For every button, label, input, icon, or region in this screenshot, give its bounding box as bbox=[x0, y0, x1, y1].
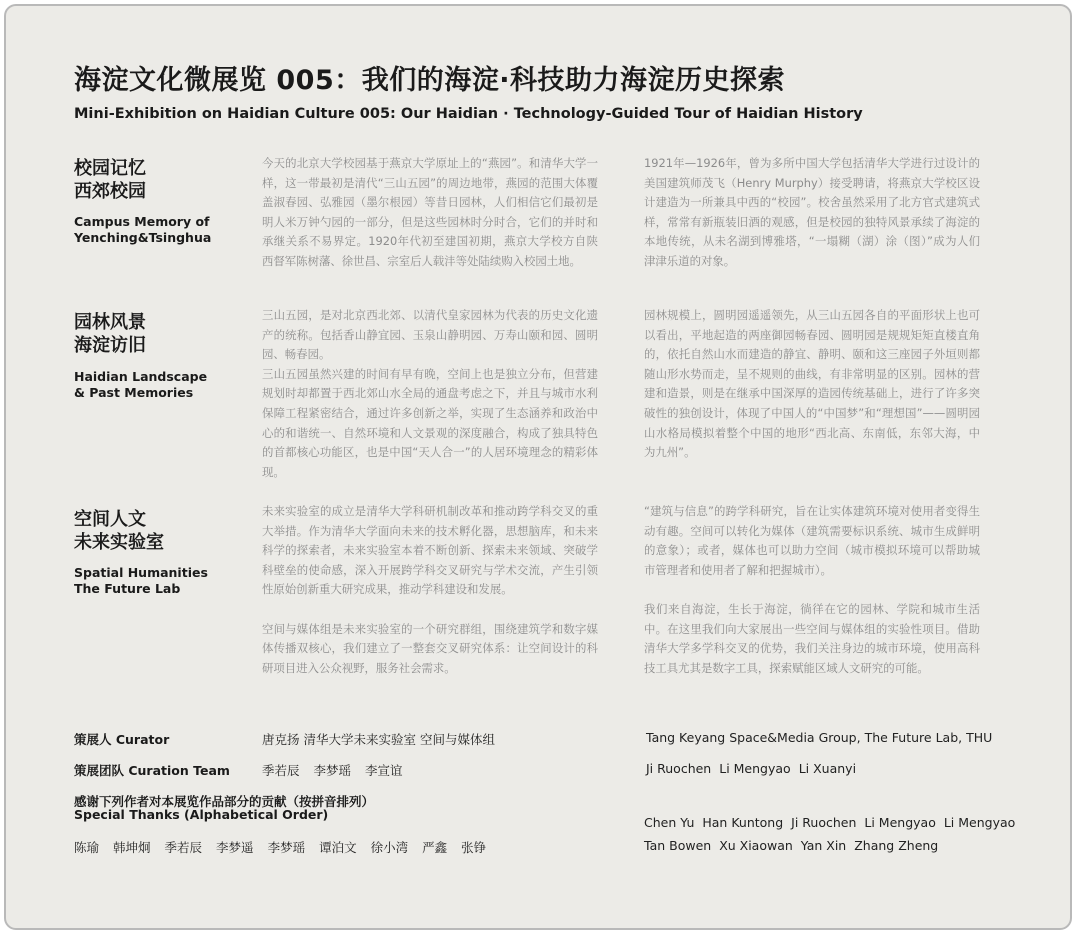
team-label: 策展团队 Curation Team bbox=[74, 763, 230, 778]
section-lab-text-left: 未来实验室的成立是清华大学科研机制改革和推动跨学科交叉的重大举措。作为清华大学面向未来的技术孵化器，思想脑库，和未来科学的探索者，未来实验室本着不断创新、探索未来领域、突破学科壁垒的使命感，深入开展跨学科交叉研究与学术交流，产生引领性原始创新重大研究成果，推动学科建设和发展。 空间与媒体组是未来实验室的一个研究群组，围绕建筑学和数字媒体传播双核心，我们建立了一整套交叉研究体系：让空间设计的科研项目进入公众视野，服务社会需求。 bbox=[262, 504, 598, 675]
section-lab-text-right: “建筑与信息”的跨学科研究，旨在让实体建筑环境对使用者变得生动有趣。空间可以转化为媒体（建筑需要标识系统、城市生成鲜明的意象）；或者，媒体也可以助力空间（城市模拟环境可以帮助城市管理者和使用者了解和把握城市）。 我们来自海淀，生长于海淀，徜徉在它的园林、学院和城市生活中。在这里我们向大家展出一些空间与媒体组的实验性项目。借助清华大学多学科交叉的优势，我们关注身边的城市环境，使用高科技工具尤其是数字工具，探索赋能区域人文研究的可能。 bbox=[644, 504, 980, 675]
thanks-name: Tan Bowen bbox=[644, 838, 712, 853]
thanks-name: Zhang Zheng bbox=[854, 838, 939, 853]
curator-label: 策展人 Curator bbox=[74, 732, 170, 747]
team-member: 季若辰 bbox=[262, 763, 300, 778]
thanks-name: 陈瑜 bbox=[74, 840, 100, 855]
team-member: 李宣谊 bbox=[365, 763, 403, 778]
team-member: Ji Ruochen bbox=[646, 761, 712, 776]
thanks-label-zh: 感谢下列作者对本展览作品部分的贡献（按拼音排列） bbox=[74, 794, 375, 809]
curator-en: Tang Keyang Space&Media Group, The Future Lab, THU bbox=[646, 730, 993, 745]
section-campus-title-en: Campus Memory of Yenching&Tsinghua bbox=[74, 214, 212, 245]
thanks-name: 季若辰 bbox=[164, 840, 203, 855]
section-lab-title-zh: 空间人文 未来实验室 bbox=[74, 509, 164, 553]
thanks-name: 张铮 bbox=[461, 840, 487, 855]
page-title: 海淀文化微展览 005：我们的海淀·科技助力海淀历史探索 bbox=[74, 65, 786, 96]
thanks-name: Chen Yu bbox=[644, 815, 695, 830]
thanks-en-line1 bbox=[644, 815, 1023, 830]
thanks-name: 严鑫 bbox=[422, 840, 448, 855]
thanks-name: 韩坤炯 bbox=[113, 840, 151, 855]
thanks-name: 谭泊文 bbox=[319, 840, 357, 855]
thanks-name: Ji Ruochen bbox=[791, 815, 857, 830]
thanks-name: Han Kuntong bbox=[702, 815, 784, 830]
team-zh bbox=[262, 761, 417, 779]
thanks-name: Xu Xiaowan bbox=[719, 838, 793, 853]
section-campus-text-left: 今天的北京大学校园基于燕京大学原址上的“燕园”。和清华大学一样，这一带最初是清代“三山五园”的周边地带，燕园的范围大体覆盖淑春园、弘雅园（墨尔根园）等昔日园林，人们相信它们最初是明人米万钟勺园的一部分，但是这些园林时分时合，它们的并时和承继关系不易界定。1920年代初至建国初期，燕京大学校方自陕西督军陈树藩、徐世昌、宗室后人载沣等处陆续购入校园土地。 bbox=[262, 156, 598, 268]
thanks-name: Yan Xin bbox=[800, 838, 847, 853]
thanks-name: 徐小湾 bbox=[370, 840, 409, 855]
thanks-en-line2 bbox=[644, 838, 946, 853]
thanks-name: Li Mengyao bbox=[943, 815, 1016, 830]
team-member: Li Xuanyi bbox=[798, 761, 857, 776]
thanks-label-en: Special Thanks (Alphabetical Order) bbox=[74, 807, 329, 822]
section-landscape-title-zh: 园林风景 海淀访旧 bbox=[74, 312, 146, 356]
thanks-name: 李梦瑶 bbox=[267, 840, 306, 855]
thanks-zh bbox=[74, 838, 500, 856]
thanks-name: 李梦遥 bbox=[216, 840, 254, 855]
section-campus-text-right: 1921年—1926年，曾为多所中国大学包括清华大学进行过设计的美国建筑师茂飞（Henry Murphy）接受聘请，将燕京大学校区设计建造为一所兼具中西的“校园”。校舍虽然采用了北方官式建筑式样，常常有新瓶装旧酒的观感，但是校园的独特风景承续了海淀的本地传统，从未名湖到博雅塔，“一塌糊（湖）涂（图）”成为人们津津乐道的对象。 bbox=[644, 156, 980, 268]
section-landscape-text-left: 三山五园，是对北京西北郊、以清代皇家园林为代表的历史文化遗产的统称。包括香山静宜园、玉泉山静明园、万寿山颐和园、圆明园、畅春园。 三山五园虽然兴建的时间有早有晚，空间上也是独立分布，但营建规划时却都置于西北郊山水全局的通盘考虑之下，并且与城市水利保障工程紧密结合，通过许多创新之举，实现了生态涵养和政治中心的和谐统一、自然环境和人文景观的深度融合，构成了独具特色的首都核心功能区，也是中国“天人合一”的人居环境理念的精彩体现。 bbox=[262, 308, 598, 479]
section-landscape-title-en: Haidian Landscape & Past Memories bbox=[74, 369, 208, 400]
section-lab-title-en: Spatial Humanities The Future Lab bbox=[74, 565, 208, 596]
section-landscape-text-right: 园林规模上，圆明园遥遥领先，从三山五园各自的平面形状上也可以看出，平地起造的两座御园畅春园、圆明园是规规矩矩直楼直角的，依托自然山水而建造的静宜、静明、颐和这三座园子外垣则都随山形水势而走，呈不规则的曲线，有非常明显的区别。园林的营建和造景，则是在继承中国深厚的造园传统基础上，进行了许多突破性的独创设计，体现了中国人的“中国梦”和“理想国”——圆明园山水格局模拟着整个中国的地形“西北高、东南低，东邻大海，中为九州”。 bbox=[644, 308, 980, 460]
team-en bbox=[646, 761, 864, 776]
team-member: Li Mengyao bbox=[719, 761, 791, 776]
thanks-name: Li Mengyao bbox=[864, 815, 936, 830]
team-member: 李梦瑶 bbox=[313, 763, 352, 778]
section-campus-title-zh: 校园记忆 西郊校园 bbox=[74, 158, 146, 202]
curator-zh: 唐克扬 清华大学未来实验室 空间与媒体组 bbox=[262, 732, 495, 747]
page-subtitle: Mini-Exhibition on Haidian Culture 005: Our Haidian · Technology-Guided Tour of Haidian History bbox=[74, 106, 863, 122]
